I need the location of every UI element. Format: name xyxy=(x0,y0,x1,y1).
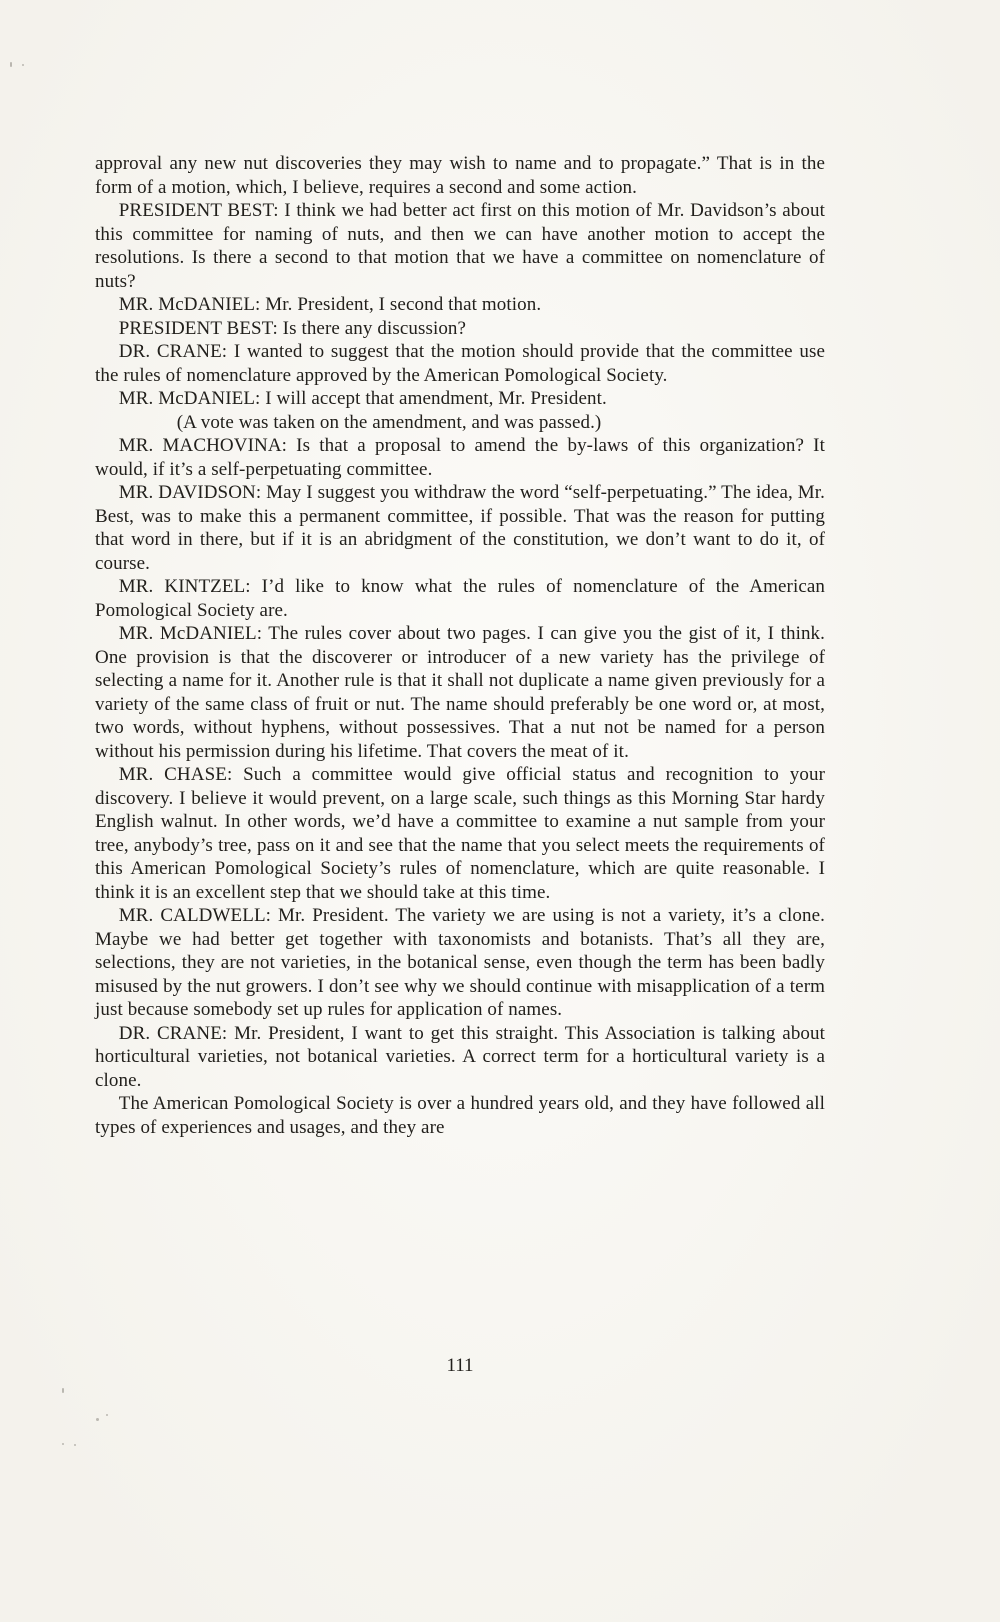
paragraph-davidson: MR. DAVIDSON: May I suggest you withdraw the word “self-perpetuating.” The idea, Mr. Best, was to make this a permanent committee, if possible. That was the reason for putting that word in there, but if it is an abridgment of the constitution, we don’t want to do it, of course. xyxy=(95,482,825,574)
paragraph-dr-crane-2: DR. CRANE: Mr. President, I want to get this straight. This Association is talking about horticultural varieties, not botanical varieties. A correct term for a horticultural variety is a clone. xyxy=(95,1022,825,1091)
paragraph-kintzel: MR. KINTZEL: I’d like to know what the rules of nomenclature of the American Pomological Society are. xyxy=(95,576,825,621)
scan-speck xyxy=(96,1418,99,1421)
paragraph-mcdaniel-2: MR. McDANIEL: I will accept that amendment, Mr. President. xyxy=(118,388,607,409)
paragraph-dr-crane-1: DR. CRANE: I wanted to suggest that the motion should provide that the committee use the rules of nomenclature approved by the American Pomological Society. xyxy=(95,341,825,386)
paragraph-mcdaniel-3: MR. McDANIEL: The rules cover about two pages. I can give you the gist of it, I think. One provision is that the discoverer or introducer of a new variety has the privilege of selecting a name for it. Another rule is that it shall not duplicate a name given previously for a variety of the same class of fruit or nut. The name should preferably be one word or, at most, two words, without hyphens, without possessives. That a nut not be named for a person without his permission during his lifetime. That covers the meat of it. xyxy=(95,623,825,762)
scan-speck xyxy=(62,1388,64,1393)
paragraph-machovina: MR. MACHOVINA: Is that a proposal to amend the by-laws of this organization? It would, if it’s a self-perpetuating committee. xyxy=(95,435,825,480)
scan-speck xyxy=(74,1444,76,1446)
paragraph-caldwell: MR. CALDWELL: Mr. President. The variety we are using is not a variety, it’s a clone. Maybe we had better get together with taxonomists and botanists. That’s all they are, selections, they are not varieties, in the botanical sense, even though the term has been badly misused by the nut growers. I don’t see why we should continue with misapplication of a term just because somebody set up rules for application of names. xyxy=(95,905,825,1020)
scan-speck xyxy=(22,64,24,66)
scan-speck xyxy=(106,1414,108,1416)
page-text xyxy=(95,152,825,1139)
paragraph-aps-history: The American Pomological Society is over a hundred years old, and they have followed all types of experiences and usages, and they are xyxy=(95,1093,825,1138)
scan-speck xyxy=(62,1443,64,1445)
scan-speck xyxy=(10,62,12,67)
paragraph-vote-note: (A vote was taken on the amendment, and was passed.) xyxy=(176,411,602,433)
paragraph-chase: MR. CHASE: Such a committee would give official status and recognition to your discovery. I believe it would prevent, on a large scale, such things as this Morning Star hardy English walnut. In other words, we’d have a committee to examine a nut sample from your tree, anybody’s tree, pass on it and see that the name that you select meets the requirements of this American Pomological Society’s rules of nomenclature, which are quite reasonable. I think it is an excellent step that we should take at this time. xyxy=(95,764,825,903)
paragraph-president-best-1: PRESIDENT BEST: I think we had better act first on this motion of Mr. Davidson’s about this committee for naming of nuts, and then we can have another motion to accept the resolutions. Is there a second to that motion that we have a committee on nomenclature of nuts? xyxy=(95,200,825,292)
page-number: 111 xyxy=(446,1355,474,1376)
paragraph-continuation: approval any new nut discoveries they may wish to name and to propagate.” That is in the form of a motion, which, I believe, requires a second and some action. xyxy=(95,153,825,198)
paragraph-president-best-2: PRESIDENT BEST: Is there any discussion? xyxy=(118,317,467,339)
paragraph-mcdaniel-1: MR. McDANIEL: Mr. President, I second that motion. xyxy=(118,294,542,315)
